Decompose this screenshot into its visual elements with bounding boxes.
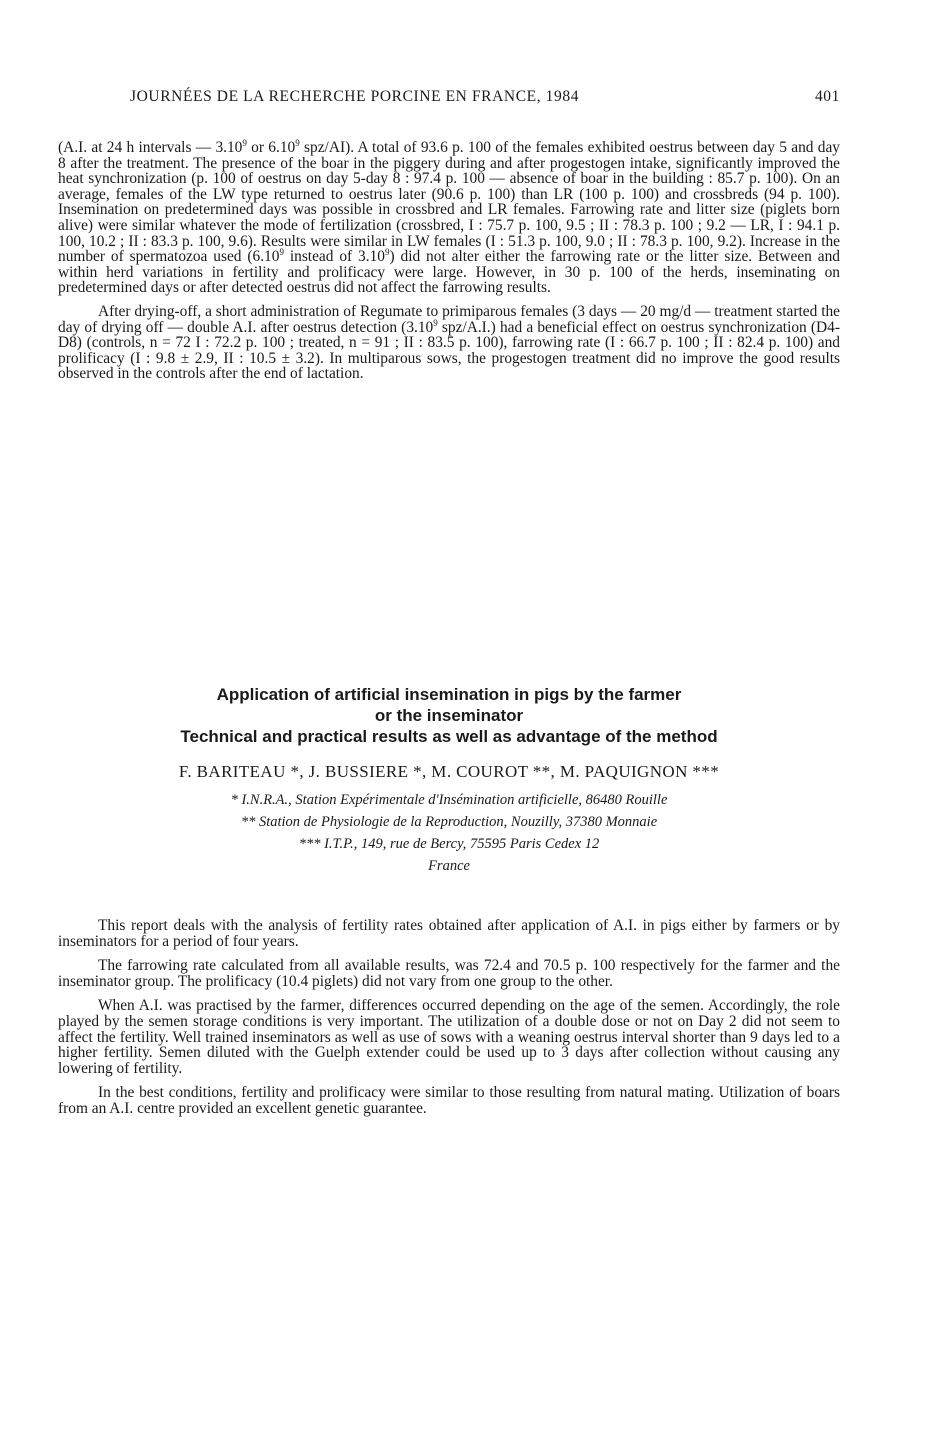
summary-paragraph: (A.I. at 24 h intervals — 3.10$^9$ or 6.10$^9$ spz/AI). A total of 93.6 p. 100 of the females exhibited oestrus between day 5 and day 8 after the treatment. The presence of the boar in the piggery during and after progestogen intake, significantly improved the heat synchronization (p. 100 of oestrus on day 5-day 8 : 97.4 p. 100 — absence of boar in the building : 85.7 p. 100). On an average, females of the LW type returned to oestrus later (90.6 p. 100) than LR (100 p. 100) and crossbreds (94 p. 100). Insemination on predetermined days was possible in crossbred and LR females. Farrowing rate and litter size (piglets born alive) were similar whatever the mode of fertilization (crossbred, I : 75.7 p. 100, 9.5 ; II : 78.3 p. 100 ; 9.2 — LR, I : 94.1 p. 100, 10.2 ; II : 83.3 p. 100, 9.6). Results were similar in LW females (I : 51.3 p. 100, 9.0 ; II : 78.3 p. 100, 9.2). Increase in the number of spermatozoa used (6.10$^9$ instead of 3.10$^9$) did not alter either the farrowing rate or the litter size. Between and within herd variations in fertility and prolificacy were large. However, in 30 p. 100 of the herds, inseminating on predetermined days or after detected oestrus did not affect the farrowing results. [58,137,840,297]
abstract-paragraph: When A.I. was practised by the farmer, differences occurred depending on the age of the semen. Accordingly, the role played by the semen storage conditions is very important. The utilization of a double dose or not on Day 2 did not seem to affect the fertility. Well trained inseminators as well as use of sows with a weaning oestrus interval shorter than 9 days led to a higher fertility. Semen diluted with the Guelph extender could be used up to 3 days after collection without causing any lowering of fertility. [58,997,840,1077]
affiliation: ** Station de Physiologie de la Reproduction, Nouzilly, 37380 Monnaie [240,814,658,830]
article-heading [58,684,840,877]
previous-article-summary [58,137,840,383]
abstract-paragraph: The farrowing rate calculated from all available results, was 72.4 and 70.5 p. 100 respectively for the farmer and the inseminator group. The prolificacy (10.4 piglets) did not vary from one group to the other. [58,957,840,990]
abstract-paragraph: This report deals with the analysis of fertility rates obtained after application of A.I. in pigs either by farmers or by inseminators for a period of four years. [58,917,840,950]
affiliation: * I.N.R.A., Station Expérimentale d'Insémination artificielle, 86480 Rouille [230,792,668,808]
article-title [58,684,840,747]
affiliation-list [58,789,840,877]
title-line: Application of artificial insemination in pigs by the farmer [216,685,682,704]
author-list: F. BARITEAU *, J. BUSSIERE *, M. COUROT **, M. PAQUIGNON *** [178,762,720,781]
article-abstract [58,918,840,1117]
title-line: Technical and practical results as well as advantage of the method [180,727,718,746]
abstract-paragraph: In the best conditions, fertility and prolificacy were similar to those resulting from natural mating. Utilization of boars from an A.I. centre provided an excellent genetic guarantee. [58,1084,840,1117]
page-number: 401 [814,88,840,105]
running-header [130,88,840,110]
affiliation: *** I.T.P., 149, rue de Bercy, 75595 Paris Cedex 12 [298,836,600,852]
affiliation-country: France [428,858,470,874]
running-title: JOURNÉES DE LA RECHERCHE PORCINE EN FRANCE, 1984 [130,88,580,105]
summary-paragraph: After drying-off, a short administration of Regumate to primiparous females (3 days — 20 mg/d — treatment started the day of drying off — double A.I. after oestrus detection (3.10$^9$ spz/A.I.) had a beneficial effect on oestrus synchronization (D4-D8) (controls, n = 72 I : 72.2 p. 100 ; treated, n = 91 ; II : 83.5 p. 100), farrowing rate (I : 66.7 p. 100 ; II : 82.4 p. 100) and prolificacy (I : 9.8 ± 2.9, II : 10.5 ± 3.2). In multiparous sows, the progestogen treatment did no improve the good results observed in the controls after the end of lactation. [58,302,840,383]
title-line: or the inseminator [374,706,524,725]
